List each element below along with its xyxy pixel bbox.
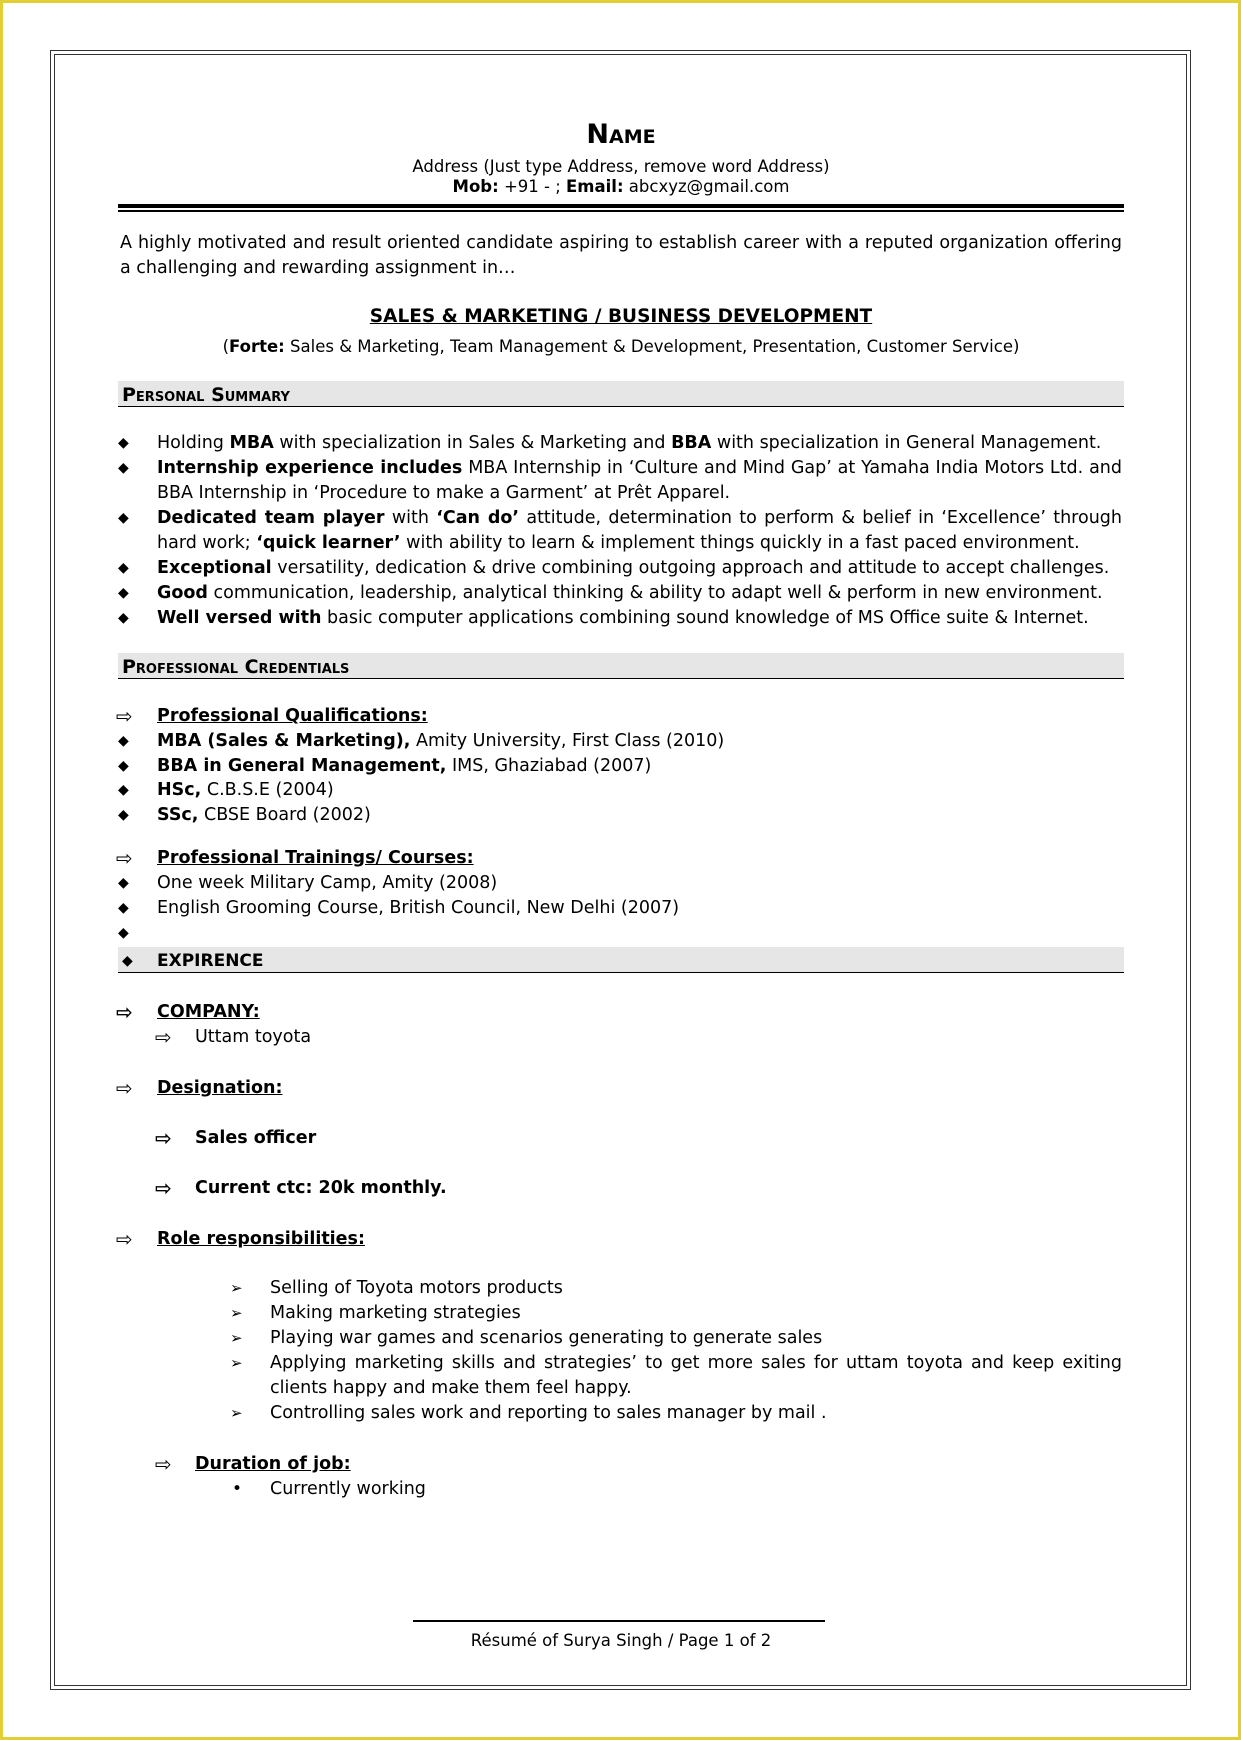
arrowhead-bullet-icon: ➢ [230,1354,243,1372]
summary-item-text [157,506,1122,556]
professional-credentials-heading: Professional Credentials [118,653,1124,679]
forte-open: ( [222,337,230,356]
responsibility-text: Controlling sales work and reporting to sales manager by mail . [270,1403,827,1423]
summary-text: attitude, determination to perform & belief in ‘Excellence’ through hard work; [157,508,1122,553]
summary-emphasis: Internship experience includes [157,458,463,478]
trainings-heading: Professional Trainings/ Courses: [157,848,474,868]
footer-rule [413,1620,825,1622]
summary-text: basic computer applications combining sound knowledge of MS Office suite & Internet. [321,608,1089,628]
summary-text: communication, leadership, analytical thinking & ability to adapt well & perform in new environment. [207,583,1103,603]
qualification-degree: MBA (Sales & Marketing), [157,731,411,751]
forte-label: Forte: [229,337,285,356]
qualification-detail: C.B.S.E (2004) [201,780,334,800]
qualification-detail: Amity University, First Class (2010) [410,731,725,751]
contact-line [118,177,1124,197]
qualification-text [157,803,1122,828]
diamond-bullet-icon: ◆ [118,807,129,823]
summary-text: with ability to learn & implement things quickly in a fast paced environment. [400,533,1080,553]
summary-emphasis: BBA [671,433,712,453]
bullet-icon: • [232,1479,243,1499]
ctc-value: Current ctc: 20k monthly. [195,1178,447,1198]
diamond-bullet-icon: ◆ [118,585,129,601]
diamond-bullet-icon: ◆ [118,460,129,476]
responsibility-text: Selling of Toyota motors products [270,1278,563,1298]
personal-summary-heading: Personal Summary [118,381,1124,407]
forte-line [118,334,1124,359]
header-rule-thin [118,210,1124,212]
qualifications-heading: Professional Qualifications: [157,706,428,726]
header-rule-thick [118,204,1124,208]
arrow-icon: ⇨ [116,1227,133,1251]
forte-text: Sales & Marketing, Team Management & Development, Presentation, Customer Service) [284,337,1020,356]
summary-emphasis: ‘Can do’ [436,508,520,528]
summary-text: with [384,508,437,528]
diamond-bullet-icon: ◆ [118,900,129,916]
diamond-bullet-icon: ◆ [122,953,133,969]
arrowhead-bullet-icon: ➢ [230,1404,243,1422]
summary-emphasis: ‘quick learner’ [256,533,401,553]
summary-emphasis: Dedicated team player [157,508,385,528]
role-label: Role responsibilities: [157,1229,365,1249]
arrow-icon: ⇨ [155,1176,172,1200]
mob-label: Mob: [452,177,499,196]
career-headline: SALES & MARKETING / BUSINESS DEVELOPMENT [369,306,873,327]
experience-heading [118,947,1124,973]
designation-value: Sales officer [195,1128,317,1148]
diamond-bullet-icon: ◆ [118,560,129,576]
summary-emphasis: Exceptional [157,558,272,578]
duration-value: Currently working [270,1479,426,1499]
qualification-text [157,729,1122,754]
arrow-icon: ⇨ [116,1076,133,1100]
qualification-detail: CBSE Board (2002) [198,805,371,825]
summary-emphasis: MBA [229,433,274,453]
summary-item-text [157,606,1122,631]
arrow-icon: ⇨ [116,846,133,870]
training-text: One week Military Camp, Amity (2008) [157,873,498,893]
diamond-bullet-icon: ◆ [118,435,129,451]
diamond-bullet-icon: ◆ [118,925,129,941]
page-footer: Résumé of Surya Singh / Page 1 of 2 [470,1631,772,1650]
arrow-icon: ⇨ [116,1000,133,1024]
summary-text: with specialization in Sales & Marketing and [273,433,672,453]
summary-item-text [157,581,1122,606]
company-label: COMPANY: [157,1002,260,1022]
duration-label: Duration of job: [195,1454,351,1474]
company-name: Uttam toyota [195,1027,312,1047]
diamond-bullet-icon: ◆ [118,610,129,626]
designation-label: Designation: [157,1078,283,1098]
responsibility-text: Playing war games and scenarios generating to generate sales [270,1328,823,1348]
candidate-name: Name [586,119,656,150]
qualification-text [157,778,1122,803]
arrow-icon: ⇨ [155,1126,172,1150]
diamond-bullet-icon: ◆ [118,875,129,891]
email-value: abcxyz@gmail.com [628,177,790,196]
address-line: Address (Just type Address, remove word Address) [412,157,830,176]
qualification-text [157,754,1122,779]
qualification-degree: SSc, [157,805,199,825]
mob-value: +91 - ; [503,177,561,196]
arrowhead-bullet-icon: ➢ [230,1304,243,1322]
diamond-bullet-icon: ◆ [118,510,129,526]
email-label: Email: [566,177,624,196]
summary-emphasis: Good [157,583,208,603]
arrowhead-bullet-icon: ➢ [230,1279,243,1297]
summary-text: versatility, dedication & drive combining outgoing approach and attitude to accept challenges. [271,558,1110,578]
arrow-icon: ⇨ [155,1025,172,1049]
responsibility-text: Applying marketing skills and strategies’ to get more sales for uttam toyota and keep exiting clients happy and make them feel happy. [270,1353,1122,1398]
summary-emphasis: Well versed with [157,608,322,628]
diamond-bullet-icon: ◆ [118,782,129,798]
responsibility-text: Making marketing strategies [270,1303,521,1323]
qualification-degree: BBA in General Management, [157,756,447,776]
arrowhead-bullet-icon: ➢ [230,1329,243,1347]
experience-heading-text: EXPIRENCE [157,951,264,971]
summary-text: Holding [157,433,230,453]
summary-item-text [157,431,1122,456]
summary-text: with specialization in General Management. [711,433,1102,453]
arrow-icon: ⇨ [155,1452,172,1476]
summary-text: MBA Internship in ‘Culture and Mind Gap’ at Yamaha India Motors Ltd. and BBA Internship in ‘Procedure to make a Garment’ at Prêt Apparel. [157,458,1123,503]
arrow-icon: ⇨ [116,704,133,728]
qualification-degree: HSc, [157,780,202,800]
diamond-bullet-icon: ◆ [118,733,129,749]
diamond-bullet-icon: ◆ [118,758,129,774]
qualification-detail: IMS, Ghaziabad (2007) [446,756,652,776]
summary-item-text [157,556,1122,581]
training-text: English Grooming Course, British Council, New Delhi (2007) [157,898,680,918]
summary-item-text [157,456,1122,506]
objective-statement: A highly motivated and result oriented candidate aspiring to establish career with a reputed organization offering a challenging and rewarding assignment in… [120,233,1122,278]
